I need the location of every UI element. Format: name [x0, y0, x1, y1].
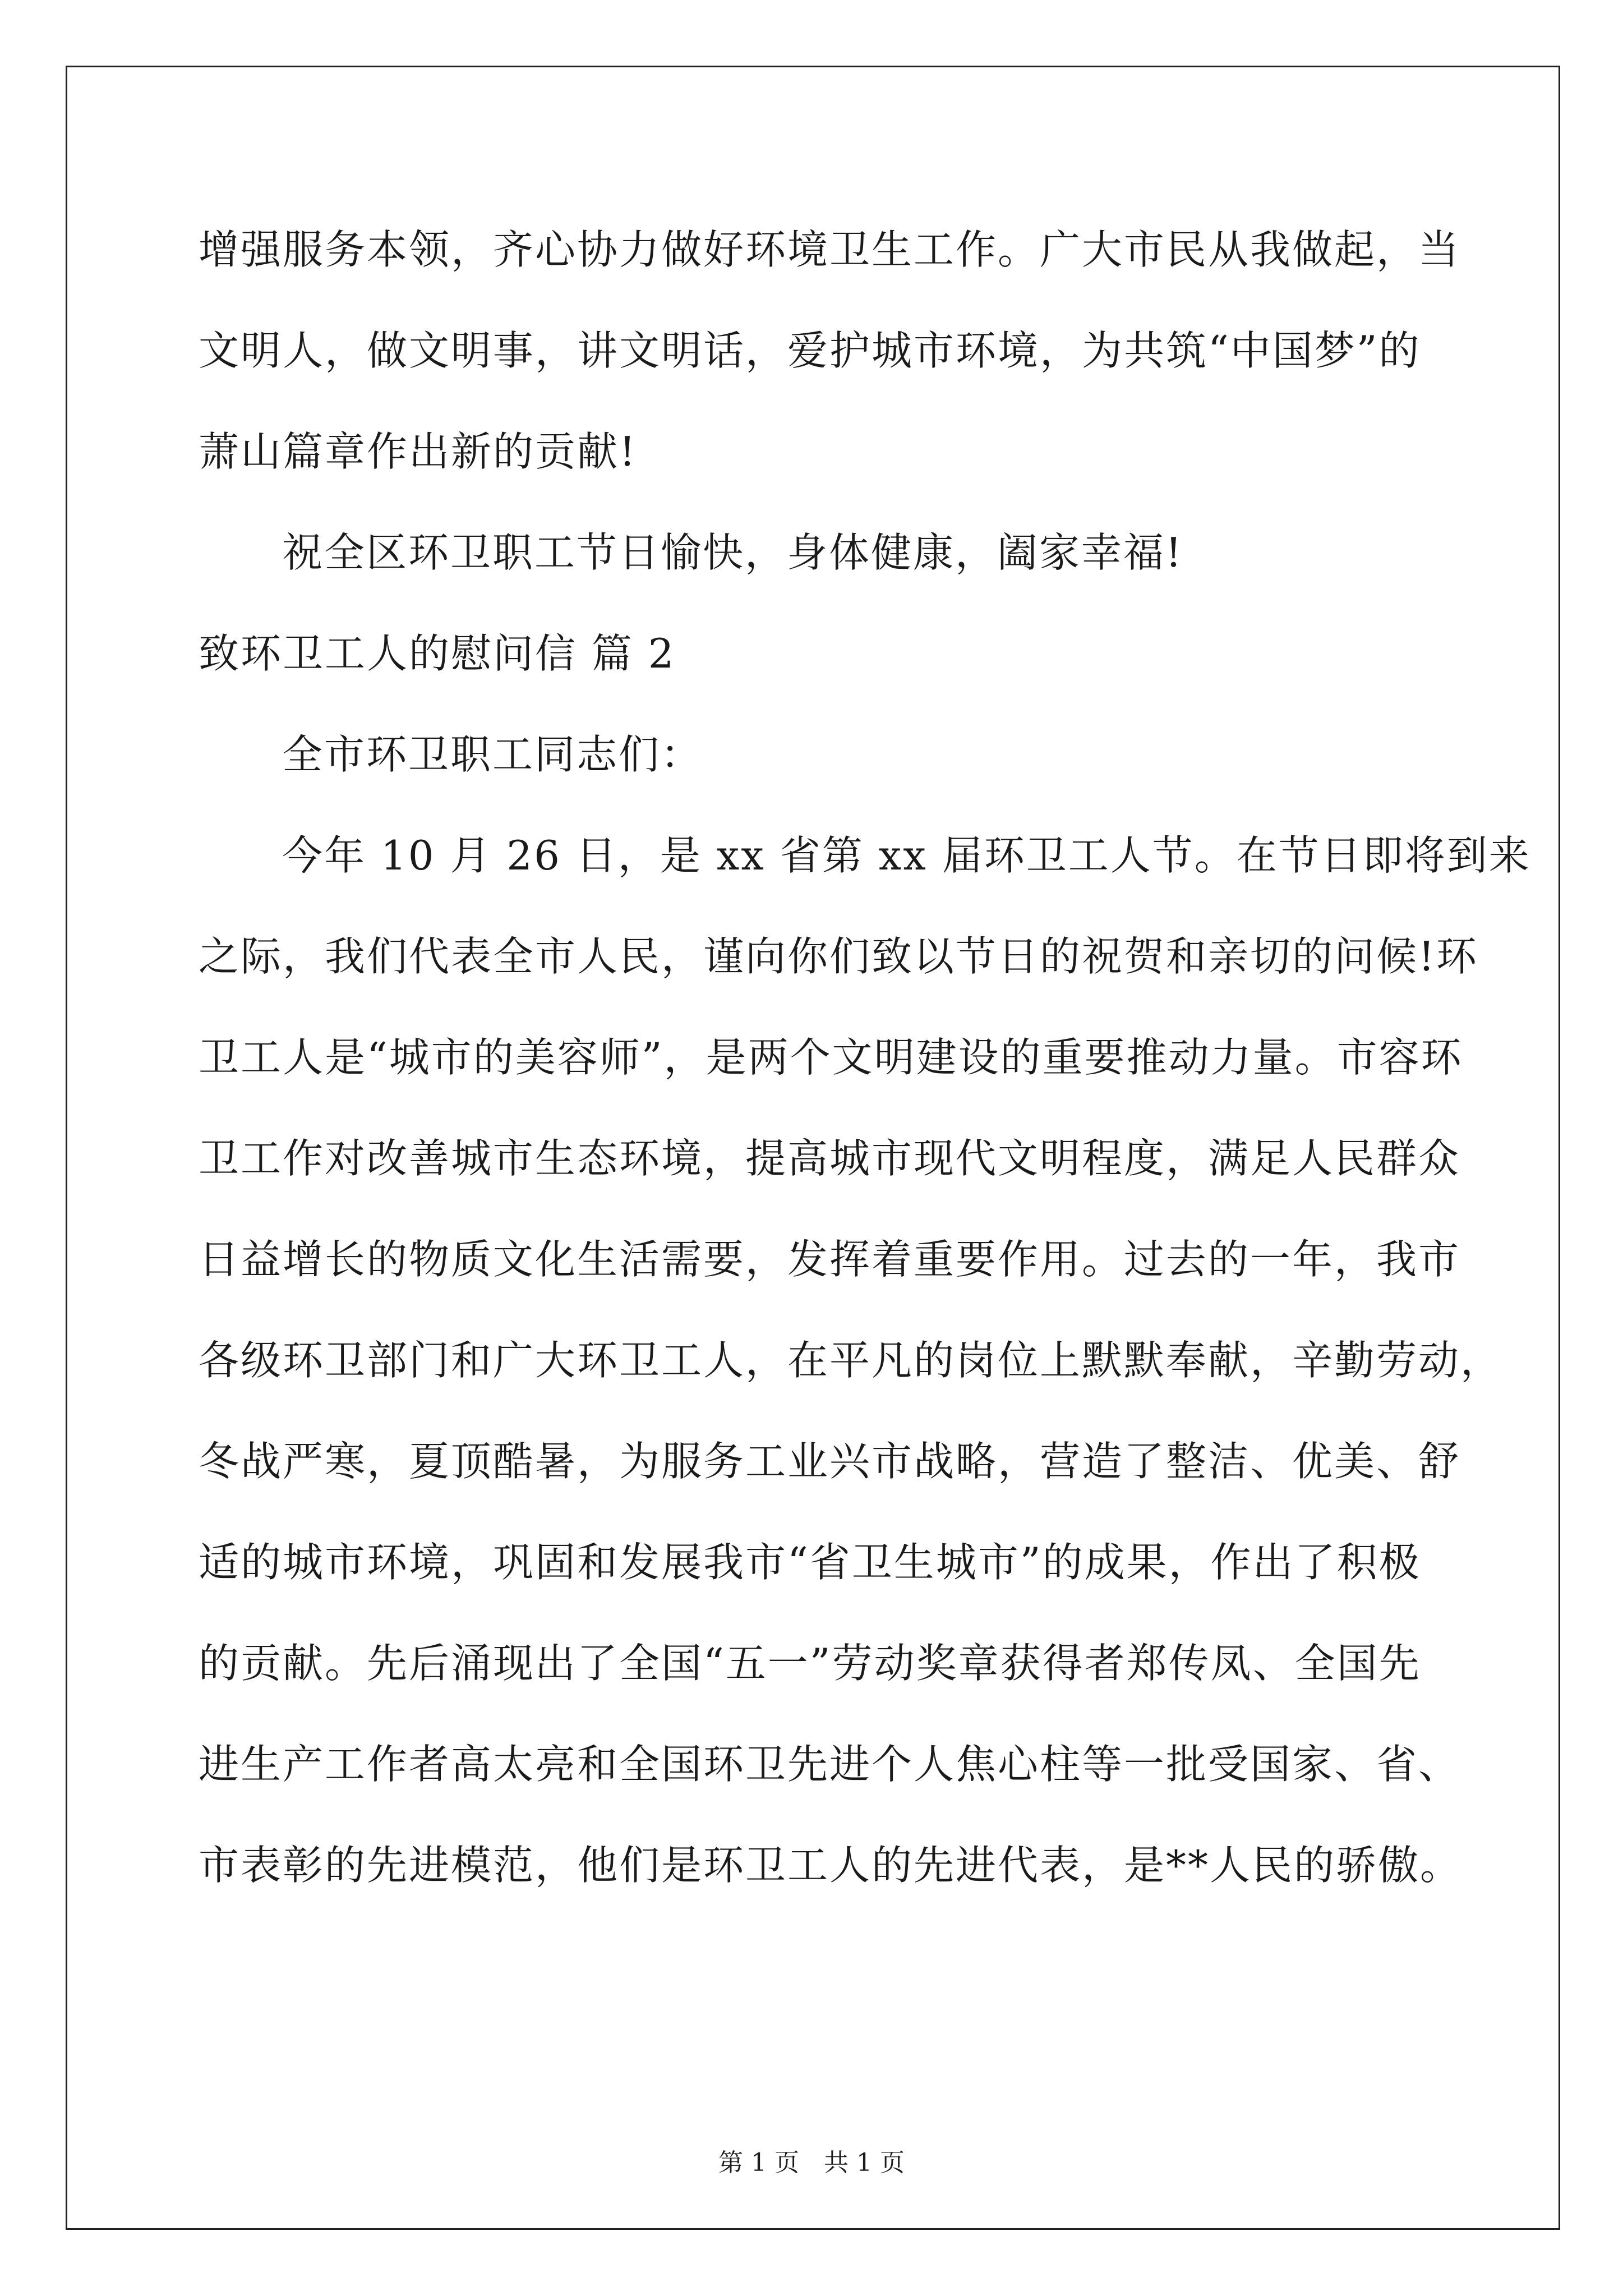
body-line-13: 冬战严寒，夏顶酷暑，为服务工业兴市战略，营造了整洁、优美、舒	[199, 1438, 1461, 1485]
body-line-3: 萧山篇章作出新的贡献!	[199, 428, 637, 475]
salutation: 全市环卫职工同志们：	[282, 731, 703, 778]
body-line-1: 增强服务本领，齐心协力做好环境卫生工作。广大市民从我做起，当	[199, 226, 1461, 273]
page-footer: 第 1 页 共 1 页	[718, 2148, 905, 2177]
body-line-7: 今年 10 月 26 日，是 xx 省第 xx 届环卫工人节。在节日即将到来	[282, 832, 1531, 879]
body-line-15: 的贡献。先后涌现出了全国“五一”劳动奖章获得者郑传凤、全国先	[199, 1640, 1421, 1687]
greeting-paragraph: 祝全区环卫职工节日愉快，身体健康，阖家幸福!	[282, 529, 1183, 576]
section-heading: 致环卫工人的慰问信 篇 2	[199, 630, 676, 677]
body-line-16: 进生产工作者高太亮和全国环卫先进个人焦心柱等一批受国家、省、	[199, 1741, 1461, 1788]
body-line-11: 日益增长的物质文化生活需要，发挥着重要作用。过去的一年，我市	[199, 1236, 1461, 1283]
body-line-17: 市表彰的先进模范，他们是环卫工人的先进代表，是**人民的骄傲。	[199, 1842, 1463, 1889]
body-line-9: 卫工人是“城市的美容师”，是两个文明建设的重要推动力量。市容环	[199, 1034, 1463, 1081]
body-line-12: 各级环卫部门和广大环卫工人，在平凡的岗位上默默奉献，辛勤劳动，	[199, 1337, 1503, 1384]
body-line-8: 之际，我们代表全市人民，谨向你们致以节日的祝贺和亲切的问候!环	[199, 933, 1478, 980]
body-line-14: 适的城市环境，巩固和发展我市“省卫生城市”的成果，作出了积极	[199, 1539, 1421, 1586]
body-line-10: 卫工作对改善城市生态环境，提高城市现代文明程度，满足人民群众	[199, 1135, 1461, 1182]
body-line-2: 文明人，做文明事，讲文明话，爱护城市环境，为共筑“中国梦”的	[199, 327, 1421, 374]
